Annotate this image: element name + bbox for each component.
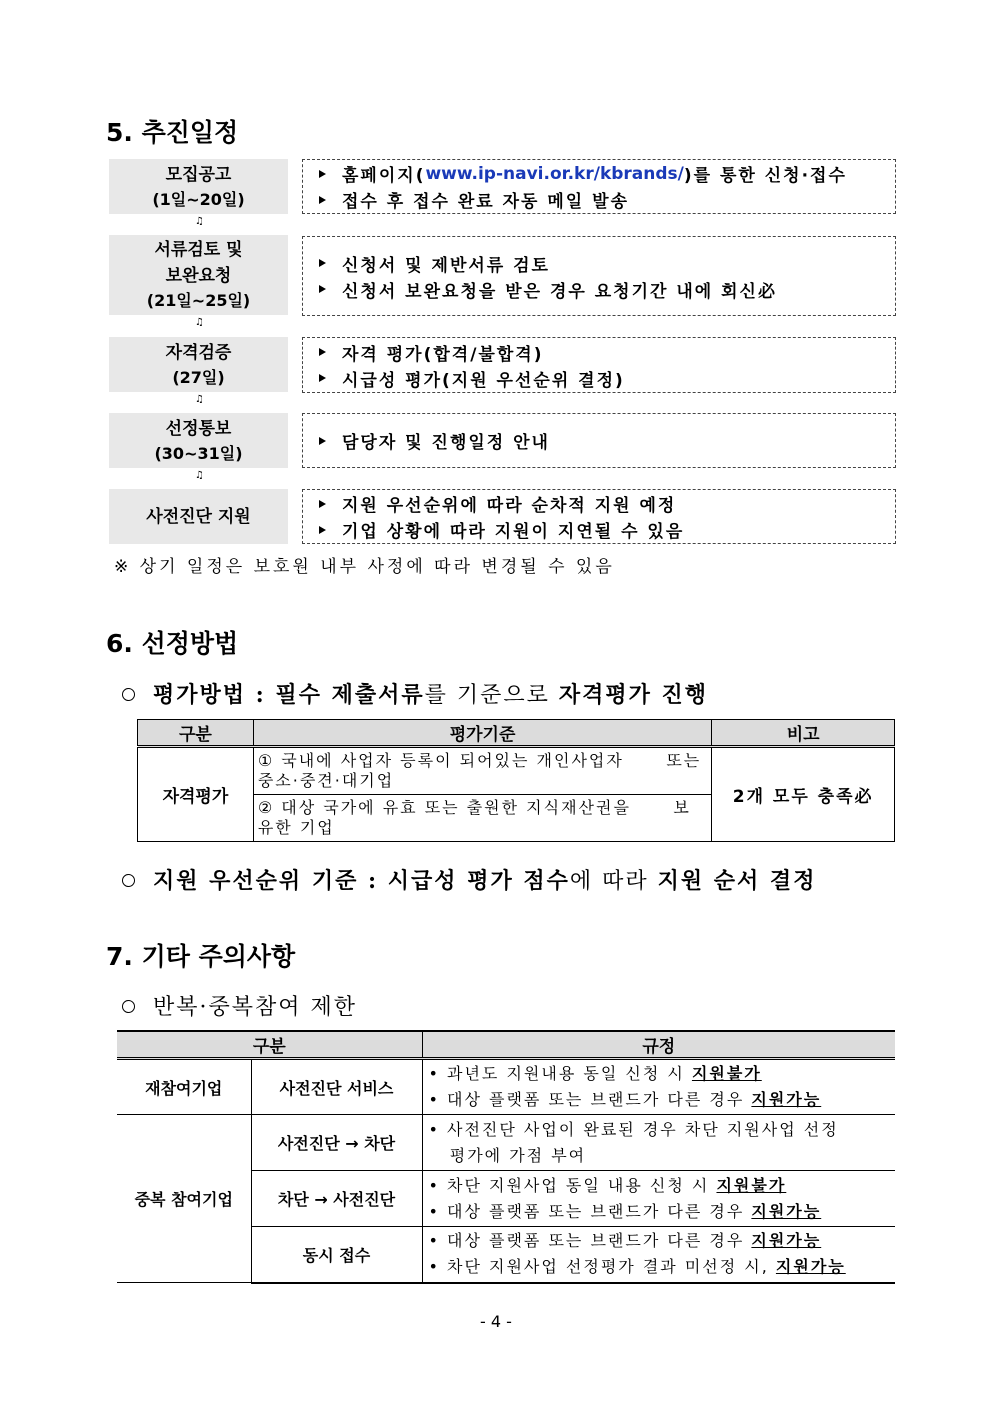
stage-name: 모집공고 bbox=[165, 164, 232, 185]
stage-desc-support bbox=[302, 489, 896, 544]
stage-desc-review bbox=[302, 236, 896, 316]
schedule-note: ※ 상기 일정은 보호원 내부 사정에 따라 변경될 수 있음 bbox=[114, 557, 615, 577]
item-text: 접수 후 접수 완료 자동 메일 발송 bbox=[342, 192, 629, 212]
circle-bullet-icon bbox=[122, 688, 135, 701]
rule-result: 지원가능 bbox=[751, 1090, 822, 1109]
priority-line bbox=[122, 864, 816, 895]
item-text: 신청서 및 제반서류 검토 bbox=[342, 255, 550, 276]
type-cell: 동시 접수 bbox=[251, 1227, 422, 1283]
type-cell: 사전진단 서비스 bbox=[251, 1059, 422, 1115]
header-category: 구분 bbox=[117, 1031, 422, 1059]
rule-cell bbox=[422, 1171, 895, 1227]
stage-desc-recruit bbox=[302, 159, 896, 214]
rule-line bbox=[423, 1087, 896, 1113]
rule-cell bbox=[422, 1115, 895, 1171]
group-duplicate: 중복 참여기업 bbox=[117, 1115, 251, 1283]
rule-result: 지원불가 bbox=[716, 1175, 787, 1195]
item-text: 시급성 평가(지원 우선순위 결정) bbox=[342, 370, 625, 391]
rule-text: • 대상 플랫폼 또는 브랜드가 다른 경우 bbox=[428, 1090, 752, 1109]
rule-line bbox=[423, 1199, 896, 1225]
circle-bullet-icon bbox=[122, 874, 135, 887]
triangle-bullet-icon bbox=[319, 437, 326, 445]
rule-line: 평가에 가점 부여 bbox=[428, 1145, 587, 1165]
item-text: 신청서 보완요청을 받은 경우 요청기간 내에 회신必 bbox=[342, 281, 777, 302]
rule-result: 지원가능 bbox=[775, 1257, 846, 1277]
stage-name: 선정통보 bbox=[165, 418, 232, 439]
restriction-table bbox=[117, 1030, 895, 1284]
stage-period: (1일~20일) bbox=[152, 189, 245, 209]
evaluation-method-line bbox=[122, 678, 708, 709]
section-7-title: 7. 기타 주의사항 bbox=[106, 942, 296, 971]
header-criteria: 평가기준 bbox=[253, 720, 711, 747]
triangle-bullet-icon bbox=[319, 170, 326, 178]
rule-line bbox=[423, 1254, 896, 1280]
rule-text: • 대상 플랫폼 또는 브랜드가 다른 경우 bbox=[428, 1201, 752, 1221]
stage-period: (27일) bbox=[172, 367, 225, 387]
method-text: 를 기준으로 bbox=[424, 683, 559, 708]
priority-label: 지원 우선순위 기준 : 시급성 평가 점수 bbox=[153, 868, 570, 894]
desc-item bbox=[303, 187, 895, 213]
desc-item bbox=[303, 276, 895, 302]
stage-desc-verify bbox=[302, 337, 896, 393]
down-arrow-icon: ♫ bbox=[195, 394, 204, 405]
rule-line: • 사전진단 사업이 완료된 경우 차단 지원사업 선정 bbox=[428, 1119, 839, 1139]
desc-item bbox=[303, 339, 895, 365]
stage-name: 자격검증 bbox=[165, 342, 232, 363]
rule-text: • 차단 지원사업 선정평가 결과 미선정 시, bbox=[428, 1257, 776, 1277]
stage-period: (30~31일) bbox=[154, 443, 243, 463]
header-remark: 비고 bbox=[712, 720, 895, 747]
criteria-item: ② 대상 국가에 유효 또는 출원한 지식재산권을 보유한 기업 bbox=[253, 795, 711, 842]
item-text: 기업 상황에 따라 지원이 지연될 수 있음 bbox=[342, 522, 685, 542]
evaluation-table bbox=[137, 719, 895, 842]
rule-cell bbox=[422, 1227, 895, 1283]
item-text: 지원 우선순위에 따라 순차적 지원 예정 bbox=[342, 496, 677, 516]
type-cell: 사전진단 → 차단 bbox=[251, 1115, 422, 1171]
stage-notify bbox=[109, 413, 288, 468]
rule-line bbox=[423, 1173, 896, 1199]
desc-item bbox=[303, 428, 895, 454]
restriction-subtitle bbox=[122, 990, 357, 1021]
stage-verify bbox=[109, 337, 288, 392]
stage-name: 서류검토 및 bbox=[154, 240, 243, 260]
rule-result: 지원불가 bbox=[691, 1064, 762, 1083]
header-rule: 규정 bbox=[422, 1031, 895, 1059]
criteria-item: ① 국내에 사업자 등록이 되어있는 개인사업자 또는 중소·중견·대기업 bbox=[253, 747, 711, 795]
rule-text: • 차단 지원사업 동일 내용 신청 시 bbox=[428, 1175, 717, 1195]
priority-emphasis: 지원 순서 결정 bbox=[657, 868, 817, 894]
group-reparticipation: 재참여기업 bbox=[117, 1059, 251, 1115]
stage-name: 사전진단 지원 bbox=[146, 506, 251, 527]
remark-cell: 2개 모두 충족必 bbox=[712, 747, 895, 842]
desc-item bbox=[303, 250, 895, 276]
down-arrow-icon: ♫ bbox=[195, 216, 204, 227]
stage-name: 보완요청 bbox=[165, 266, 232, 286]
item-text: 담당자 및 진행일정 안내 bbox=[342, 433, 550, 453]
stage-recruit bbox=[109, 159, 288, 214]
triangle-bullet-icon bbox=[319, 196, 326, 204]
rule-result: 지원가능 bbox=[751, 1201, 822, 1221]
stage-support bbox=[109, 489, 288, 544]
section-6-title: 6. 선정방법 bbox=[106, 629, 239, 658]
down-arrow-icon: ♫ bbox=[195, 317, 204, 328]
rule-line bbox=[423, 1061, 896, 1087]
header-category: 구분 bbox=[138, 720, 254, 747]
page-number: - 4 - bbox=[480, 1312, 512, 1331]
desc-item bbox=[303, 491, 895, 517]
item-text: )를 통한 신청·접수 bbox=[683, 166, 847, 186]
desc-item bbox=[303, 365, 895, 391]
rule-text: • 대상 플랫폼 또는 브랜드가 다른 경우 bbox=[428, 1231, 752, 1251]
priority-text: 에 따라 bbox=[569, 869, 658, 894]
triangle-bullet-icon bbox=[319, 285, 326, 293]
subtitle-text: 반복·중복참여 제한 bbox=[153, 995, 358, 1020]
circle-bullet-icon bbox=[122, 1000, 135, 1013]
triangle-bullet-icon bbox=[319, 374, 326, 382]
stage-desc-notify bbox=[302, 413, 896, 468]
rule-text: • 과년도 지원내용 동일 신청 시 bbox=[428, 1064, 692, 1083]
desc-item bbox=[303, 517, 895, 543]
triangle-bullet-icon bbox=[319, 526, 326, 534]
rule-line bbox=[423, 1228, 896, 1254]
triangle-bullet-icon bbox=[319, 500, 326, 508]
stage-review bbox=[109, 235, 288, 315]
section-5-title: 5. 추진일정 bbox=[106, 118, 239, 147]
row-label: 자격평가 bbox=[138, 747, 254, 842]
item-text: 홈페이지( bbox=[342, 166, 426, 186]
rule-cell bbox=[422, 1059, 895, 1115]
triangle-bullet-icon bbox=[319, 348, 326, 356]
triangle-bullet-icon bbox=[319, 259, 326, 267]
stage-period: (21일~25일) bbox=[146, 291, 251, 310]
method-label: 평가방법 : 필수 제출서류 bbox=[153, 682, 425, 708]
rule-result: 지원가능 bbox=[751, 1231, 822, 1251]
method-emphasis: 자격평가 진행 bbox=[558, 682, 709, 708]
type-cell: 차단 → 사전진단 bbox=[251, 1171, 422, 1227]
desc-item bbox=[303, 161, 895, 187]
item-text: 자격 평가(합격/불합격) bbox=[342, 344, 544, 365]
homepage-url-link[interactable]: www.ip-navi.or.kr/kbrands/ bbox=[425, 163, 684, 184]
down-arrow-icon: ♫ bbox=[195, 470, 204, 481]
